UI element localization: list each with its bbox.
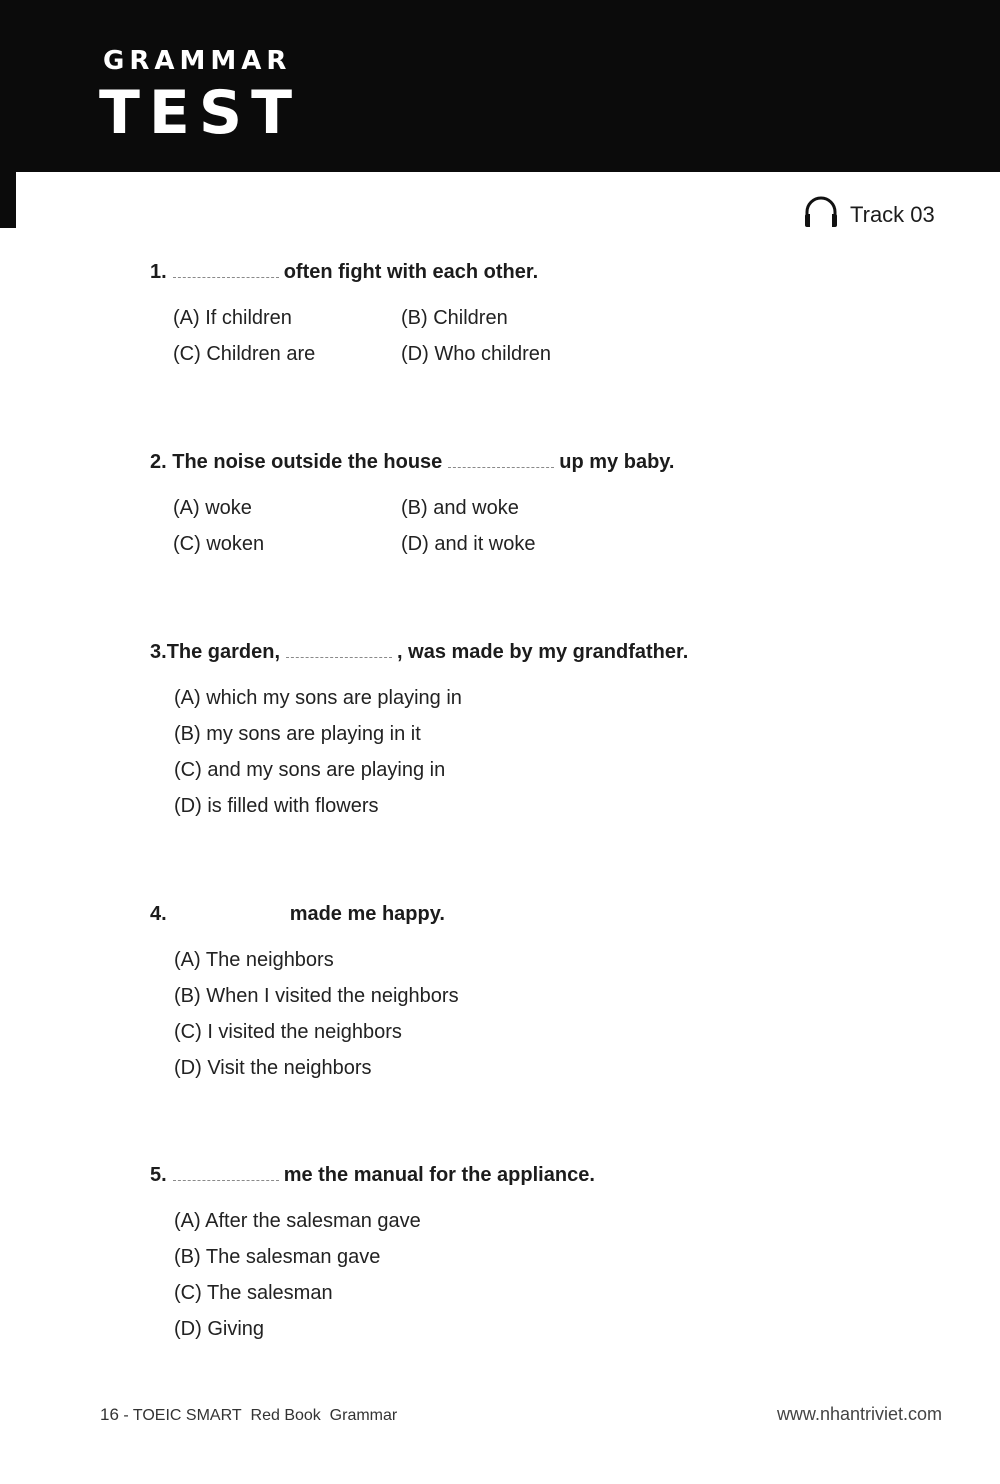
question-text-after: often fight with each other. — [283, 261, 539, 283]
option-d[interactable]: (D) Who children — [401, 343, 552, 365]
answer-blank — [173, 277, 279, 278]
question-3 — [150, 640, 688, 830]
option-a[interactable]: (A) which my sons are playing in — [174, 687, 462, 709]
question-number: 4. — [150, 903, 167, 925]
option-list — [174, 948, 459, 1080]
option-d[interactable]: (D) Giving — [174, 1318, 265, 1340]
answer-blank — [448, 467, 554, 468]
option-list — [173, 306, 631, 366]
option-c[interactable]: (C) The salesman — [174, 1282, 333, 1304]
option-a[interactable]: (A) If children — [173, 307, 292, 329]
question-stem — [150, 450, 675, 474]
question-stem — [150, 260, 631, 284]
book-subtitle: Red Book — [250, 1407, 321, 1424]
option-a[interactable]: (A) The neighbors — [174, 949, 334, 971]
option-b[interactable]: (B) The salesman gave — [174, 1246, 381, 1268]
book-title: TOEIC SMART — [132, 1407, 242, 1424]
option-a[interactable]: (A) woke — [173, 497, 252, 519]
question-text-after: up my baby. — [559, 451, 675, 473]
question-number: 5. — [150, 1164, 167, 1186]
section-title-big: TEST — [99, 78, 302, 148]
option-b[interactable]: (B) Children — [401, 307, 508, 329]
answer-blank — [173, 919, 285, 920]
option-c[interactable]: (C) I visited the neighbors — [174, 1021, 402, 1043]
option-c[interactable]: (C) Children are — [173, 343, 316, 365]
option-d[interactable]: (D) is filled with flowers — [174, 795, 379, 817]
header-corner-strip — [0, 172, 16, 228]
question-text-after: , was made by my grandfather. — [397, 641, 689, 663]
track-label: Track 03 — [850, 201, 935, 227]
question-1 — [150, 260, 631, 366]
option-c[interactable]: (C) woken — [173, 533, 265, 555]
question-stem — [150, 902, 459, 926]
question-4 — [150, 902, 459, 1092]
option-b[interactable]: (B) and woke — [401, 497, 519, 519]
option-b[interactable]: (B) my sons are playing in it — [174, 723, 421, 745]
answer-blank — [286, 657, 392, 658]
question-number: 1. — [150, 261, 167, 283]
option-list — [173, 496, 675, 556]
question-stem — [150, 1163, 595, 1187]
footer-book-info — [100, 1405, 397, 1425]
option-c[interactable]: (C) and my sons are playing in — [174, 759, 446, 781]
question-number: 2. — [150, 451, 167, 473]
option-a[interactable]: (A) After the salesman gave — [174, 1210, 421, 1232]
question-stem — [150, 640, 688, 664]
section-title-small: GRAMMAR — [103, 46, 292, 76]
option-list — [174, 1209, 595, 1341]
book-section: Grammar — [329, 1407, 398, 1424]
option-d[interactable]: (D) and it woke — [401, 533, 536, 555]
question-2 — [150, 450, 675, 556]
question-text-before: The garden, — [166, 641, 281, 663]
option-list — [174, 686, 688, 818]
page-number: 16 — [100, 1405, 119, 1424]
question-text-after: me the manual for the appliance. — [283, 1164, 595, 1186]
question-number: 3. — [150, 641, 167, 663]
headphones-icon — [802, 194, 840, 235]
answer-blank — [173, 1180, 279, 1181]
question-text-before: The noise outside the house — [172, 451, 443, 473]
question-5 — [150, 1163, 595, 1353]
footer-website[interactable]: www.nhantriviet.com — [776, 1404, 942, 1424]
option-b[interactable]: (B) When I visited the neighbors — [174, 985, 459, 1007]
question-text-after: made me happy. — [289, 903, 445, 925]
footer-separator: - — [123, 1407, 129, 1424]
audio-track[interactable] — [802, 194, 935, 235]
option-d[interactable]: (D) Visit the neighbors — [174, 1057, 372, 1079]
